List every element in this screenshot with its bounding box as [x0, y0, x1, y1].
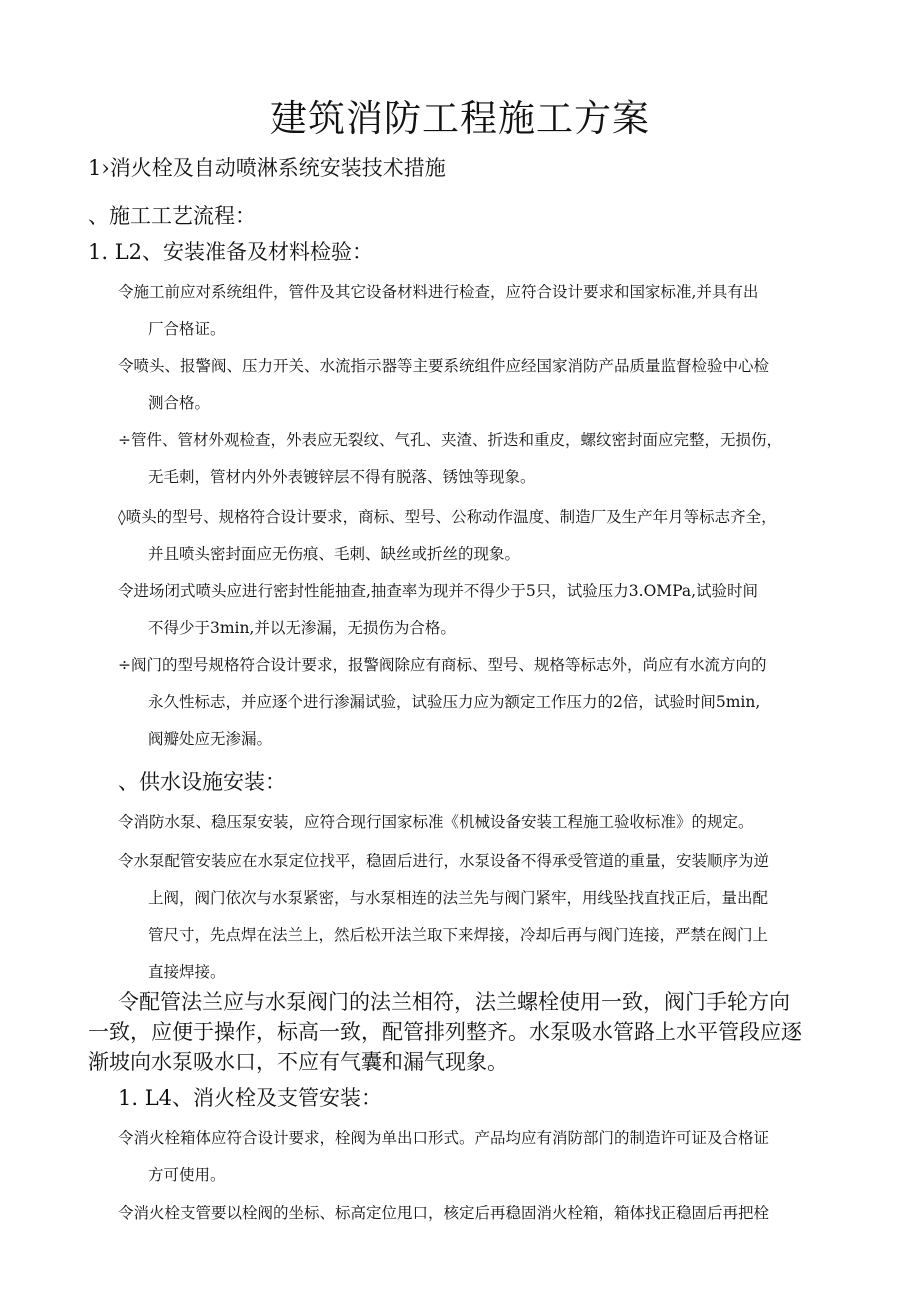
subsection-heading-1-2: 1. L2、安装准备及材料检验： — [88, 240, 374, 264]
list-item — [118, 274, 848, 348]
item-line: ÷管件、管材外观检查，外表应无裂纹、气孔、夹渣、折迭和重皮，螺纹密封面应完整，无损伤， — [118, 431, 782, 449]
item-line: 令消防水泵、稳压泵安装，应符合现行国家标准《机械设备安装工程施工验收标准》的规定。 — [118, 813, 754, 831]
item-line: 上阀，阀门依次与水泵紧密，与水泵相连的法兰先与阀门紧牢，用线坠找直找正后，量出配 — [148, 889, 769, 907]
item-line: 方可使用。 — [148, 1166, 226, 1184]
item-line: 令喷头、报警阀、压力开关、水流指示器等主要系统组件应经国家消防产品质量监督检验中心检 — [118, 357, 770, 375]
item-line: 令消火栓支管要以栓阀的坐标、标高定位甩口，核定后再稳固消火栓箱，箱体找正稳固后再把栓 — [118, 1204, 770, 1222]
paragraph-line: 一致，应便于操作，标高一致，配管排列整齐。水泵吸水管路上水平管段应逐 — [88, 1020, 802, 1044]
body-paragraph — [88, 987, 848, 1077]
list-item — [118, 804, 848, 841]
item-line: 令水泵配管安装应在水泵定位找平，稳固后进行，水泵设备不得承受管道的重量，安装顺序为逆 — [118, 852, 770, 870]
list-item — [118, 573, 848, 647]
item-line: 并且喷头密封面应无伤痕、毛刺、缺丝或折丝的现象。 — [148, 545, 521, 563]
subsection-heading-1-4: 1. L4、消火栓及支管安装： — [118, 1086, 383, 1110]
document-title: 建筑消防工程施工方案 — [270, 97, 650, 140]
item-line: 无毛刺，管材内外外表镀锌层不得有脱落、锈蚀等现象。 — [148, 468, 536, 486]
list-item — [118, 1120, 848, 1194]
item-line: 永久性标志，并应逐个进行渗漏试验，试验压力应为额定工作压力的2倍，试验时间5min, — [148, 693, 761, 711]
item-line: 令施工前应对系统组件，管件及其它设备材料进行检查，应符合设计要求和国家标准,并具有出 — [118, 283, 759, 301]
list-item — [118, 647, 848, 758]
item-line: 不得少于3min,并以无渗漏，无损伤为合格。 — [148, 619, 456, 637]
paragraph-line: 渐坡向水泵吸水口，不应有气囊和漏气现象。 — [88, 1050, 508, 1074]
item-line: 直接焊接。 — [148, 963, 226, 981]
list-item — [118, 422, 848, 496]
subsection-heading-1-3: 、供水设施安装： — [118, 770, 286, 794]
item-line: ÷阀门的型号规格符合设计要求，报警阀除应有商标、型号、规格等标志外，尚应有水流方向的 — [118, 656, 767, 674]
item-line: 厂合格证。 — [148, 320, 226, 338]
paragraph-line: 令配管法兰应与水泵阀门的法兰相符，法兰螺栓使用一致，阀门手轮方向 — [118, 990, 790, 1014]
section-heading-1: 1›消火栓及自动喷淋系统安装技术措施 — [88, 156, 446, 180]
section-subheading: 、施工工艺流程： — [88, 204, 256, 228]
item-line: 阀瓣处应无渗漏。 — [148, 730, 273, 748]
list-item — [118, 843, 848, 991]
list-item — [118, 499, 848, 573]
list-item — [118, 1195, 848, 1232]
item-line: ◊喷头的型号、规格符合设计要求，商标、型号、公称动作温度、制造厂及生产年月等标志齐全， — [118, 508, 777, 526]
item-line: 测合格。 — [148, 394, 211, 412]
item-line: 令消火栓箱体应符合设计要求，栓阀为单出口形式。产品均应有消防部门的制造许可证及合格证 — [118, 1129, 770, 1147]
list-item — [118, 348, 848, 422]
item-line: 令进场闭式喷头应进行密封性能抽查,抽查率为现并不得少于5只，试验压力3.OMPa,试验时间 — [118, 582, 759, 600]
item-line: 管尺寸，先点焊在法兰上，然后松开法兰取下来焊接，冷却后再与阀门连接，严禁在阀门上 — [148, 926, 769, 944]
